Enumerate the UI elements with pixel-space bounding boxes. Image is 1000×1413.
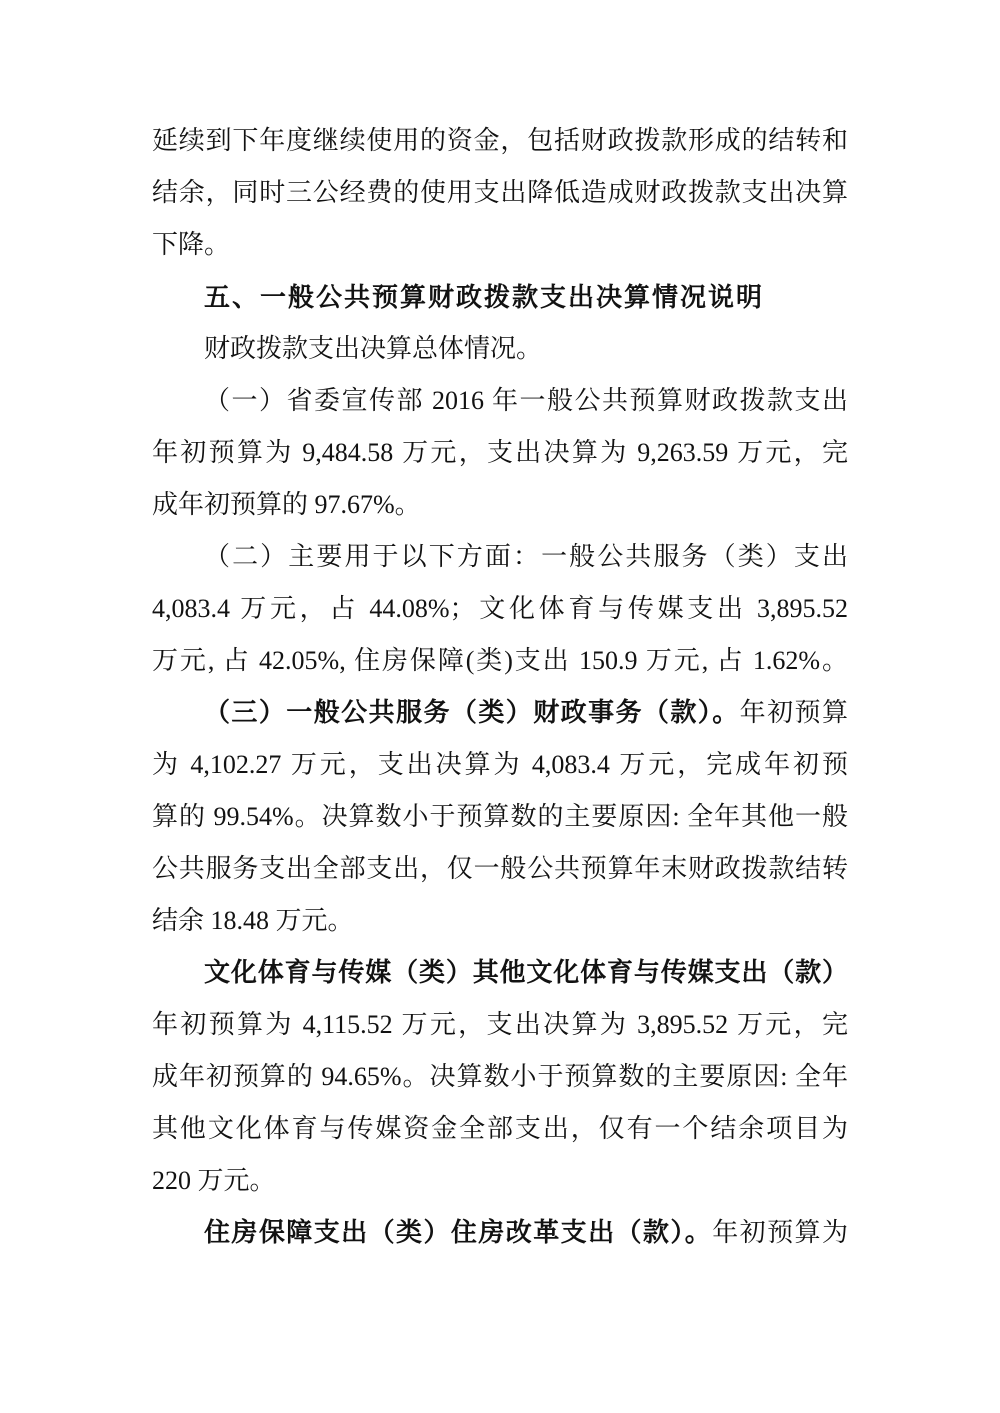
text-run: 年初预算为: [712, 1218, 848, 1247]
subsection-heading-bold-run: 住房保障支出（类）住房改革支出（款）。: [204, 1218, 713, 1247]
text-line: 成年初预算的 97.67%。: [152, 490, 421, 519]
text-line: 算的 99.54%。决算数小于预算数的主要原因: 全年其他一般: [152, 802, 848, 831]
text-line: 公共服务支出全部支出，仅一般公共预算年末财政拨款结转: [152, 854, 848, 883]
text-run: 年初预算: [739, 698, 848, 727]
text-line: 年初预算为 4,115.52 万元，支出决算为 3,895.52 万元，完: [152, 1010, 848, 1039]
text-line: 其他文化体育与传媒资金全部支出，仅有一个结余项目为: [152, 1114, 848, 1143]
text-line: 成年初预算的 94.65%。决算数小于预算数的主要原因: 全年: [152, 1062, 848, 1091]
text-line: 结余 18.48 万元。: [152, 906, 354, 935]
text-line: 220 万元。: [152, 1166, 276, 1195]
text-line: 结余，同时三公经费的使用支出降低造成财政拨款支出决算: [152, 178, 848, 207]
subsection-line: [152, 687, 848, 739]
document-text-block: [152, 115, 848, 1259]
text-line: 延续到下年度继续使用的资金，包括财政拨款形成的结转和: [152, 126, 848, 155]
text-line: 万元, 占 42.05%, 住房保障(类)支出 150.9 万元, 占 1.62%。: [152, 646, 848, 675]
text-line: 下降。: [152, 230, 231, 259]
text-line: 4,083.4 万元，占 44.08%；文化体育与传媒支出 3,895.52: [152, 594, 848, 623]
text-line: 财政拨款支出决算总体情况。: [204, 334, 543, 363]
subsection-heading: 文化体育与传媒（类）其他文化体育与传媒支出（款）: [204, 958, 848, 987]
subsection-line: [152, 1207, 848, 1259]
subsection-heading-bold-run: （三）一般公共服务（类）财政事务（款）。: [204, 698, 740, 727]
text-line: （一）省委宣传部 2016 年一般公共预算财政拨款支出: [204, 386, 848, 415]
text-line: （二）主要用于以下方面：一般公共服务（类）支出: [204, 542, 848, 571]
text-line: 为 4,102.27 万元，支出决算为 4,083.4 万元，完成年初预: [152, 750, 848, 779]
text-line: 年初预算为 9,484.58 万元，支出决算为 9,263.59 万元，完: [152, 438, 848, 467]
section-heading: 五、一般公共预算财政拨款支出决算情况说明: [204, 282, 765, 312]
